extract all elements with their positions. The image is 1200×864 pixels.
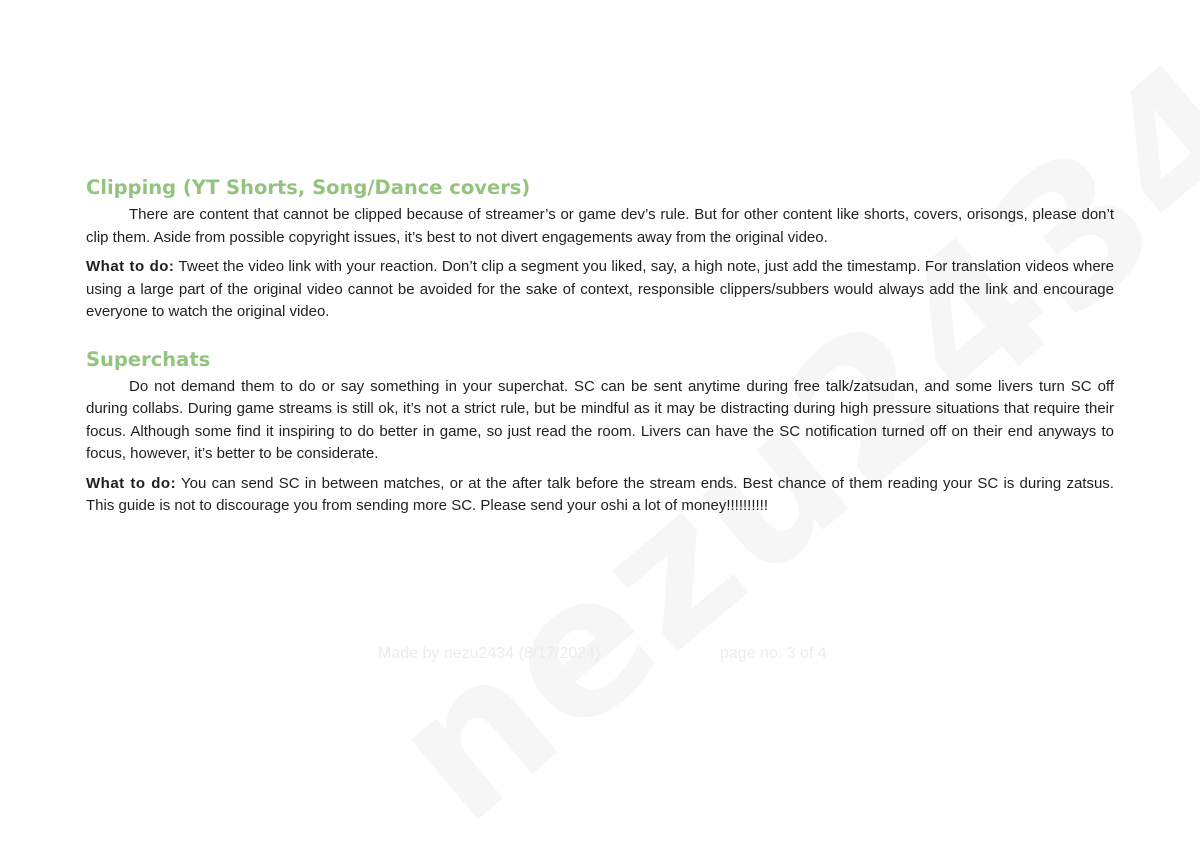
footer-credit: Made by nezu2434 (8/17/2024) — [378, 645, 601, 662]
todo-text: You can send SC in between matches, or at the after talk before the stream ends. Best chance of them reading your SC is during zatsus. This guide is not to discourage you from sending more SC. Please send your oshi a lot of money!!!!!!!!!! — [86, 474, 1114, 514]
section-body-clipping: There are content that cannot be clipped because of streamer’s or game dev’s rule. But for other content like shorts, covers, orisongs, please don’t clip them. Aside from possible copyright issues, it’s best to not divert engagements away from the original video. — [86, 206, 1114, 246]
todo-paragraph-superchats — [86, 473, 1114, 518]
section-title-clipping: Clipping (YT Shorts, Song/Dance covers) — [86, 176, 531, 199]
footer-page-number: page no. 3 of 4 — [720, 645, 827, 662]
todo-label: What to do: — [86, 258, 175, 275]
section-body-superchats: Do not demand them to do or say something in your superchat. SC can be sent anytime during free talk/zatsudan, and some livers turn SC off during collabs. During game streams is still ok, it’s not a strict rule, but be mindful as it may be distracting during high pressure situations that require their focus. Although some find it inspiring to do better in game, so just read the room. Livers can have the SC notification turned off on their end anyways to focus, however, it’s better to be considerate. — [86, 377, 1114, 462]
todo-text: Tweet the video link with your reaction. Don’t clip a segment you liked, say, a high note, just add the timestamp. For translation videos where using a large part of the original video cannot be avoided for the sake of context, responsible clippers/subbers would always add the link and encourage everyone to watch the original video. — [86, 258, 1114, 320]
todo-label: What to do: — [86, 474, 177, 492]
todo-paragraph-clipping — [86, 256, 1114, 324]
document-body — [86, 174, 1114, 518]
section-title-superchats: Superchats — [86, 347, 211, 371]
